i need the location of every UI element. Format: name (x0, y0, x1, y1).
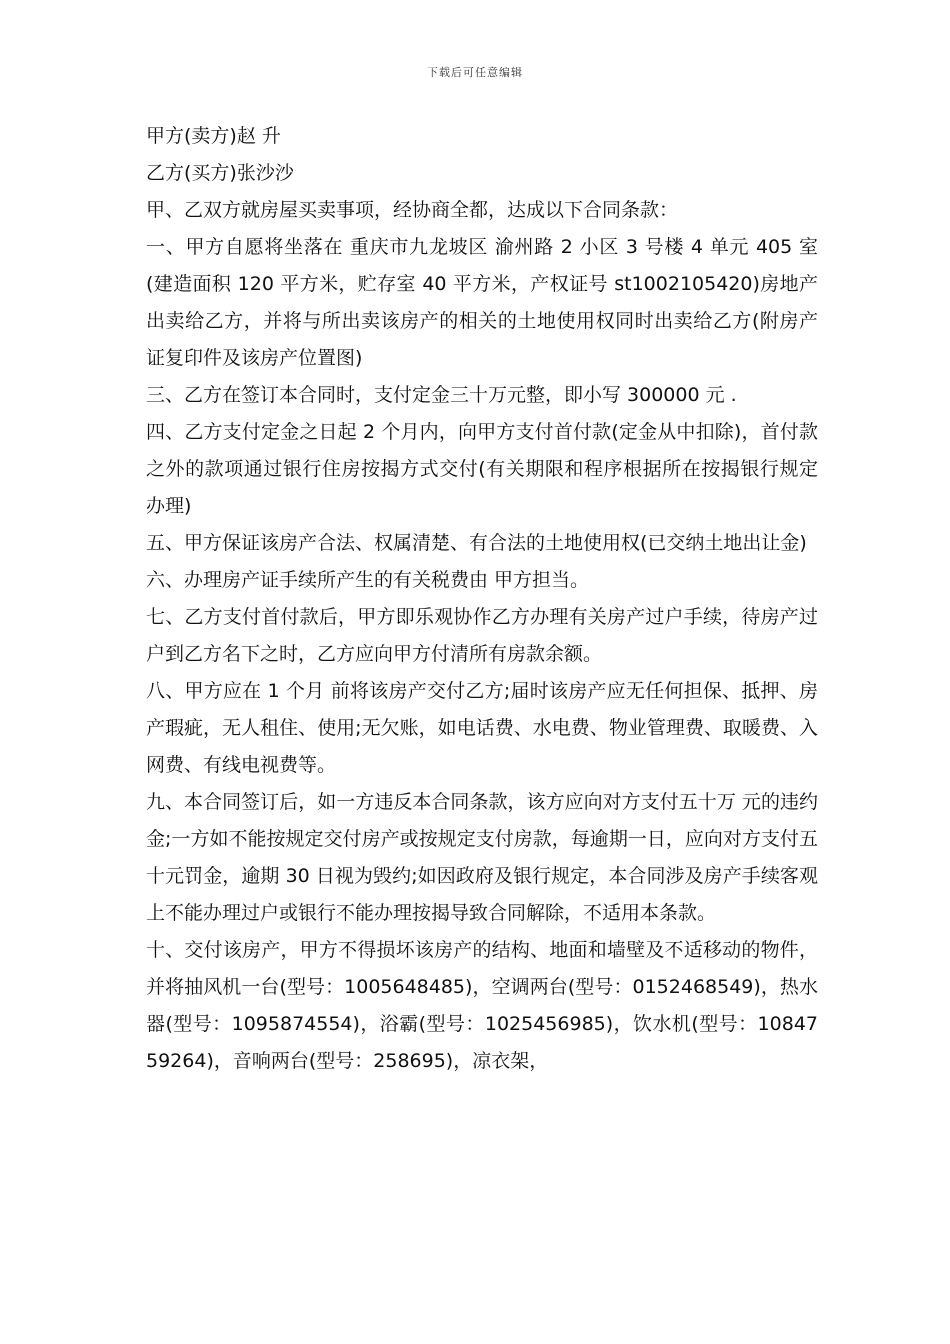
party-b-line: 乙方(买方)张沙沙 (146, 162, 294, 184)
clause-10: 十、交付该房产，甲方不得损坏该房产的结构、地面和墙壁及不适移动的物件，并将抽风机一台(型号：1005648485)，空调两台(型号：0152468549)，热水器(型号：1095874554)，浴霸(型号：1025456985)，饮水机(型号：1084759264)，音响两台(型号：258695)，凉衣架， (146, 939, 818, 1072)
page-header-note: 下载后可任意编辑 (427, 66, 523, 79)
clause-8: 八、甲方应在 1 个月 前将该房产交付乙方;届时该房产应无任何担保、抵押、房产瑕疵，无人租住、使用;无欠账，如电话费、水电费、物业管理费、取暖费、入网费、有线电视费等。 (146, 680, 818, 776)
clause-7: 七、乙方支付首付款后，甲方即乐观协作乙方办理有关房产过户手续，待房产过户到乙方名下之时，乙方应向甲方付清所有房款余额。 (146, 606, 818, 665)
clause-5: 五、甲方保证该房产合法、权属清楚、有合法的土地使用权(已交纳土地出让金) (146, 532, 807, 554)
contract-body (146, 118, 818, 1080)
clause-1: 一、甲方自愿将坐落在 重庆市九龙坡区 渝州路 2 小区 3 号楼 4 单元 405 室(建造面积 120 平方米，贮存室 40 平方米，产权证号 st1002105420)房地产出卖给乙方，并将与所出卖该房产的相关的土地使用权同时出卖给乙方(附房产证复印件及该房产位置图) (146, 236, 818, 369)
clause-9: 九、本合同签订后，如一方违反本合同条款，该方应向对方支付五十万 元的违约金;一方如不能按规定交付房产或按规定支付房款，每逾期一日，应向对方支付五十元罚金，逾期 30 日视为毁约;如因政府及银行规定，本合同涉及房产手续客观上不能办理过户或银行不能办理按揭导致合同解除，不适用本条款。 (146, 791, 818, 924)
clause-4: 四、乙方支付定金之日起 2 个月内，向甲方支付首付款(定金从中扣除)，首付款之外的款项通过银行住房按揭方式交付(有关期限和程序根据所在按揭银行规定办理) (146, 421, 818, 517)
intro-paragraph: 甲、乙双方就房屋买卖事项，经协商全都，达成以下合同条款： (146, 199, 679, 221)
party-a-line: 甲方(卖方)赵 升 (146, 125, 281, 147)
clause-3: 三、乙方在签订本合同时，支付定金三十万元整，即小写 300000 元 . (146, 384, 737, 406)
clause-6: 六、办理房产证手续所产生的有关税费由 甲方担当。 (146, 569, 590, 591)
